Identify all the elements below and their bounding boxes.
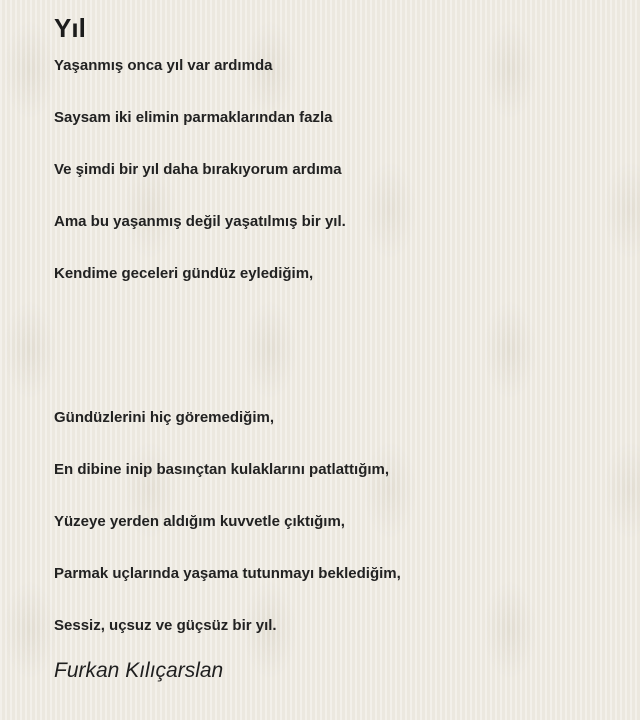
poem-line: Yüzeye yerden aldığım kuvvetle çıktığım, [54,513,345,530]
poem-line: Ve şimdi bir yıl daha bırakıyorum ardıma [54,161,342,178]
poem-title: Yıl [54,13,86,43]
poem-line: Parmak uçlarında yaşama tutunmayı beklediğim, [54,565,401,582]
poem-line: Kendime geceleri gündüz eylediğim, [54,265,314,282]
poem-line: Gündüzlerini hiç göremediğim, [54,409,275,426]
poem-line: En dibine inip basınçtan kulaklarını patlattığım, [54,461,390,478]
poem-line: Yaşanmış onca yıl var ardımda [54,57,273,74]
poem-line: Saysam iki elimin parmaklarından fazla [54,109,333,126]
poem-author: Furkan Kılıçarslan [54,659,224,682]
poem-line: Sessiz, uçsuz ve güçsüz bir yıl. [54,617,277,634]
stanza-gap [54,317,614,409]
poem-body [54,12,614,669]
poem-line: Ama bu yaşanmış değil yaşatılmış bir yıl. [54,213,346,230]
